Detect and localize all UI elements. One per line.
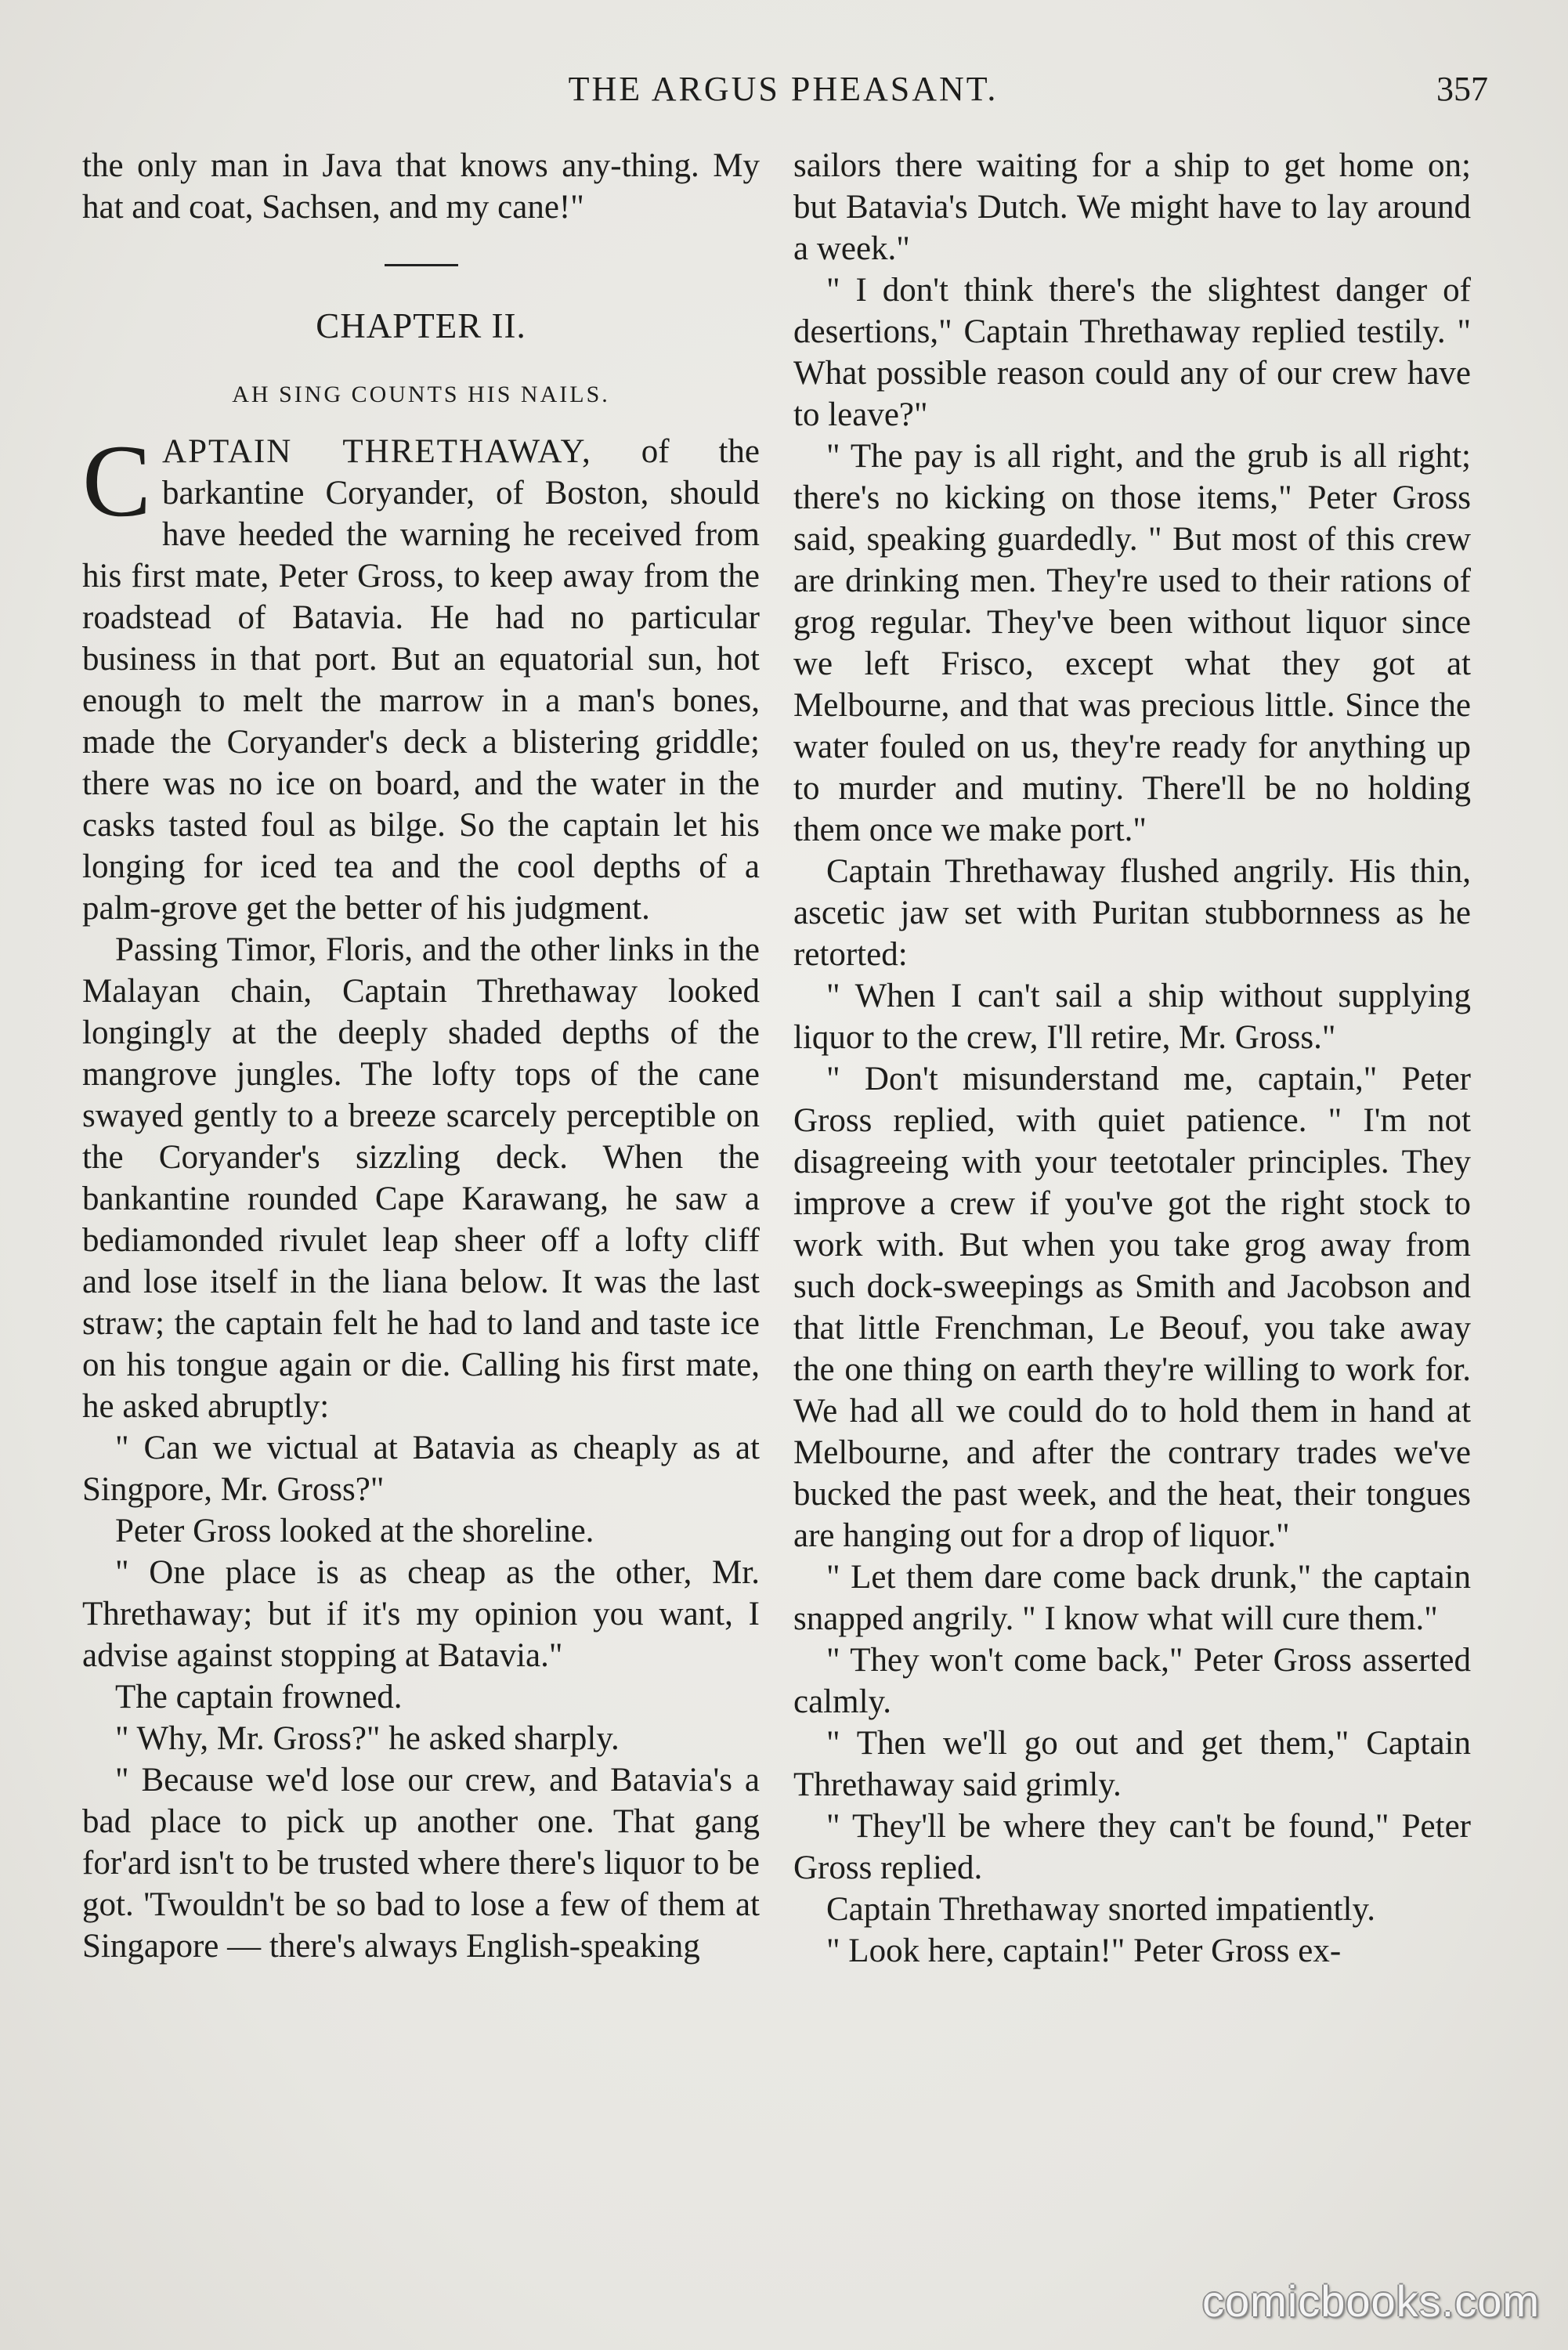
section-divider (385, 264, 458, 266)
right-column (793, 145, 1471, 1972)
paragraph: " Then we'll go out and get them," Captain Threthaway said grimly. (793, 1725, 1471, 1803)
paragraph: " One place is as cheap as the other, Mr. Threthaway; but if it's my opinion you want, I advise against stopping at Batavia." (82, 1554, 760, 1674)
paragraph: " I don't think there's the slightest danger of desertions," Captain Threthaway replied testily. " What possible reason could any of our crew have to leave?" (793, 272, 1471, 433)
paragraph: Passing Timor, Floris, and the other links in the Malayan chain, Captain Threthaway looked longingly at the deeply shaded depths of the mangrove jungles. The lofty tops of the cane swayed gently to a breeze scarcely perceptible on the Coryander's sizzling deck. When the bankantine rounded Cape Karawang, he saw a bediamonded rivulet leap sheer off a lofty cliff and lose itself in the liana below. It was the last straw; the captain felt he had to land and taste ice on his tongue again or die. Calling his first mate, he asked abruptly: (82, 931, 760, 1425)
paragraph: " The pay is all right, and the grub is all right; there's no kicking on those items," Peter Gross said, speaking guardedly. " But most of this crew are drinking men. They're used to their rations of grog regular. They've been without liquor since we left Frisco, except what they got at Melbourne, and that was precious little. Since the water fouled on us, they're ready for anything up to murder and mutiny. There'll be no holding them once we make port." (793, 438, 1471, 848)
paragraph: The captain frowned. (115, 1679, 403, 1716)
drop-cap: C (82, 423, 152, 538)
paragraph: " Because we'd lose our crew, and Batavia's a bad place to pick up another one. That gang for'ard isn't to be trusted where there's liquor to be got. 'Twouldn't be so bad to lose a few of them at Singapore — there's always English-speaking (82, 1762, 760, 1965)
chapter-title: CHAPTER II. (316, 306, 526, 345)
opening-text: of the barkantine Coryander, of Boston, should have heeded the warning he received from his first mate, Peter Gross, to keep away from the roadstead of Batavia. He had no particular business in that port. But an equatorial sun, hot enough to melt the marrow in a man's bones, made the Coryander's deck a blistering griddle; there was no ice on board, and the water in the casks tasted foul as bilge. So the captain let his longing for iced tea and the cool depths of a palm-grove get the better of his judgment. (82, 433, 760, 927)
paragraph: Captain Threthaway flushed angrily. His thin, ascetic jaw set with Puritan stubbornness as he retorted: (793, 853, 1471, 973)
page-header (78, 69, 1488, 124)
paragraph: " Look here, captain!" Peter Gross ex- (826, 1932, 1342, 1969)
page-number: 357 (1436, 70, 1488, 108)
paragraph: " Let them dare come back drunk," the captain snapped angrily. " I know what will cure them." (793, 1559, 1471, 1637)
left-column (82, 145, 760, 1967)
watermark: comicbooks.com (1201, 2276, 1540, 2326)
running-title: THE ARGUS PHEASANT. (568, 70, 999, 108)
paragraph: " Can we victual at Batavia as cheaply as at Singpore, Mr. Gross?" (82, 1430, 760, 1508)
paragraph: " They won't come back," Peter Gross asserted calmly. (793, 1642, 1471, 1720)
continuation-paragraph: sailors there waiting for a ship to get home on; but Batavia's Dutch. We might have to lay around a week." (793, 147, 1471, 267)
paragraph: " They'll be where they can't be found," Peter Gross replied. (793, 1808, 1471, 1886)
opening-paragraph (82, 423, 760, 929)
paragraph: Captain Threthaway snorted impatiently. (826, 1891, 1375, 1928)
chapter-subtitle: AH SING COUNTS HIS NAILS. (232, 381, 610, 407)
paragraph: " When I can't sail a ship without supplying liquor to the crew, I'll retire, Mr. Gross." (793, 978, 1471, 1056)
continuation-paragraph: the only man in Java that knows any-thing. My hat and coat, Sachsen, and my cane!" (82, 147, 760, 226)
paragraph: Peter Gross looked at the shoreline. (115, 1513, 594, 1549)
paragraph: " Don't misunderstand me, captain," Peter Gross replied, with quiet patience. " I'm not disagreeing with your teetotaler principles. They improve a crew if you've got the right stock to work with. But when you take grog away from such dock-sweepings as Smith and Jacobson and that little Frenchman, Le Beouf, you take away the one thing on earth they're willing to work for. We had all we could do to hold them in hand at Melbourne, and after the contrary trades we've bucked the past week, and the heat, their tongues are hanging out for a drop of liquor." (793, 1061, 1471, 1554)
opening-first-words: APTAIN THRETHAWAY, (162, 433, 592, 470)
paragraph: " Why, Mr. Gross?" he asked sharply. (115, 1720, 620, 1757)
